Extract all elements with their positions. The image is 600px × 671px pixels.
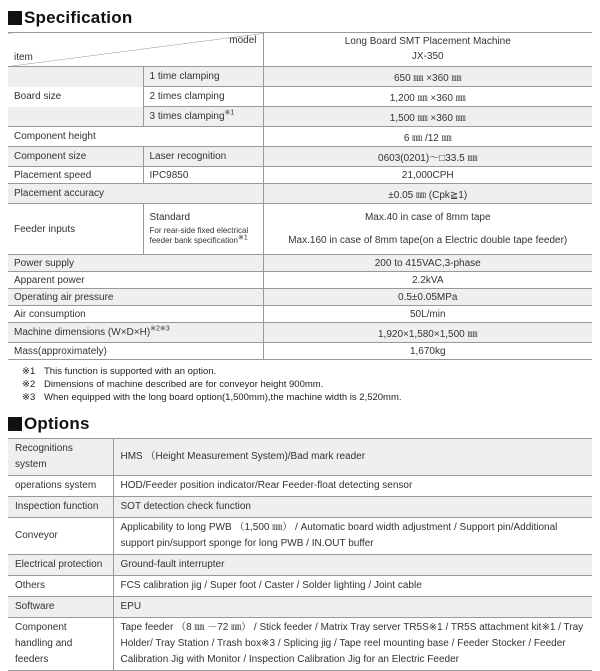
footnote-text: Dimensions of machine described are for conveyor height 900mm. [44,378,324,390]
placement-speed-value: 21,000CPH [263,167,592,184]
placement-accuracy-label: Placement accuracy [8,184,263,204]
board-size-sub1-value: 650 ㎜ ×360 ㎜ [263,67,592,87]
feeder-inputs-label: Feeder inputs [8,204,143,255]
board-size-label: Board size [8,67,143,127]
footnote-1 [22,366,592,379]
component-size-value: 0603(0201)～□33.5 ㎜ [263,147,592,167]
footnote-ref: ※2※3 [150,325,170,333]
operating-air-pressure-label: Operating air pressure [8,289,263,306]
option-label: Electrical protection [8,555,113,576]
table-row [8,597,592,618]
table-row [8,439,592,476]
table-row [8,343,592,360]
model-item-header-cell [8,33,263,67]
option-value: EPU [113,597,592,618]
table-row [8,67,592,87]
table-row [8,618,592,671]
board-size-sub3-value: 1,500 ㎜ ×360 ㎜ [263,107,592,127]
board-size-sub2-value: 1,200 ㎜ ×360 ㎜ [263,87,592,107]
machine-name-cell [263,33,592,67]
specification-section-title [8,8,592,28]
table-row [8,147,592,167]
machine-name-line1: Long Board SMT Placement Machine [344,36,511,47]
mass-value: 1,670kg [263,343,592,360]
apparent-power-label: Apparent power [8,272,263,289]
feeder-value-standard: Max.40 in case of 8mm tape [364,212,491,223]
table-header-row [8,33,592,67]
placement-accuracy-value: ±0.05 ㎜ (Cpk≧1) [263,184,592,204]
feeder-type-standard: Standard [149,212,191,223]
footnote-mark: ※3 [22,391,36,403]
machine-dimensions-label: Machine dimensions $(W\times D\times H)^{※2※3}$ [8,323,263,343]
black-square-icon [8,11,22,25]
feeder-inputs-values [263,204,592,255]
black-square-icon [8,417,22,431]
specification-table [8,32,592,360]
machine-dimensions-value: 1,920×1,580×1,500 ㎜ [263,323,592,343]
table-row [8,184,592,204]
placement-speed-standard: IPC9850 [143,167,263,184]
footnote-2 [22,379,592,392]
table-row [8,476,592,497]
table-row [8,576,592,597]
option-value: HOD/Feeder position indicator/Rear Feeder-float detecting sensor [113,476,592,497]
operating-air-pressure-value: 0.5±0.05MPa [263,289,592,306]
option-label: Software [8,597,113,618]
footnote-text: When equipped with the long board option(1,500mm),the machine width is 2,520mm. [44,391,402,403]
table-row [8,323,592,343]
air-consumption-label: Air consumption [8,306,263,323]
section-title-text: Specification [24,8,133,27]
option-label: Recognitions system [8,439,113,476]
footnote-ref: ※1 [238,234,248,242]
power-supply-label: Power supply [8,255,263,272]
option-value: SOT detection check function [113,497,592,518]
board-size-sub1-label: 1 time clamping [143,67,263,87]
option-value: Tape feeder （8 ㎜ －72 ㎜） / Stick feeder / Matrix Tray server TR5S※1 / TR5S attachment kit※1 / Tray Holder/ Tray Station / Trash box※3 / Splicing jig / Tape reel mounting base / Feeder Stocker / Feeder Calibration Jig with Monitor / Inspection Calibration Jig for an Electric Feeder [113,618,592,671]
table-row [8,127,592,147]
options-table [8,438,592,671]
option-label: Inspection function [8,497,113,518]
table-row [8,497,592,518]
option-value: Ground-fault interrupter [113,555,592,576]
footnote-text: This function is supported with an option. [44,366,217,377]
option-value: Applicability to long PWB （1,500 ㎜） / Automatic board width adjustment / Support pin/Additional support pin/support sponge for long PWB / IN.OUT buffer [113,518,592,555]
footnote-mark: ※2 [22,378,36,390]
component-height-label: Component height [8,127,263,147]
component-size-method: Laser recognition [143,147,263,167]
model-label: model [229,35,257,46]
table-row [8,306,592,323]
table-row [8,518,592,555]
option-label: Others [8,576,113,597]
option-value: HMS （Height Measurement System)/Bad mark reader [113,439,592,476]
footnote-3 [22,392,592,405]
option-label: Component handling and feeders [8,618,113,671]
options-section-title [8,414,592,434]
board-size-sub3-label: 3 times clamping$^{※1}$ [143,107,263,127]
footnote-ref: ※1 [224,109,235,117]
table-row [8,555,592,576]
component-size-label: Component size [8,147,143,167]
table-row [8,204,592,255]
section-title-text: Options [24,414,90,434]
table-row [8,167,592,184]
apparent-power-value: 2.2kVA [263,272,592,289]
feeder-value-rear-side: Max.160 in case of 8mm tape(on a Electric double tape feeder) [288,235,568,246]
option-label: Conveyor [8,518,113,555]
spec-footnotes [22,366,592,404]
footnote-mark: ※1 [22,366,36,377]
item-label: item [14,52,33,63]
option-label: operations system [8,476,113,497]
board-size-sub2-label: 2 times clamping [143,87,263,107]
table-row [8,255,592,272]
placement-speed-label: Placement speed [8,167,143,184]
component-height-value: 6 ㎜ /12 ㎜ [263,127,592,147]
air-consumption-value: 50L/min [263,306,592,323]
table-row [8,289,592,306]
feeder-inputs-types [143,204,263,255]
power-supply-value: 200 to 415VAC,3-phase [263,255,592,272]
table-row [8,272,592,289]
mass-label: Mass(approximately) [8,343,263,360]
machine-model-line2: JX-350 [411,50,444,62]
feeder-type-rear-side: For rear-side fixed electrical feeder bank specification$^{※1}$ [149,226,249,245]
option-value: FCS calibration jig / Super foot / Caster / Solder lighting / Joint cable [113,576,592,597]
